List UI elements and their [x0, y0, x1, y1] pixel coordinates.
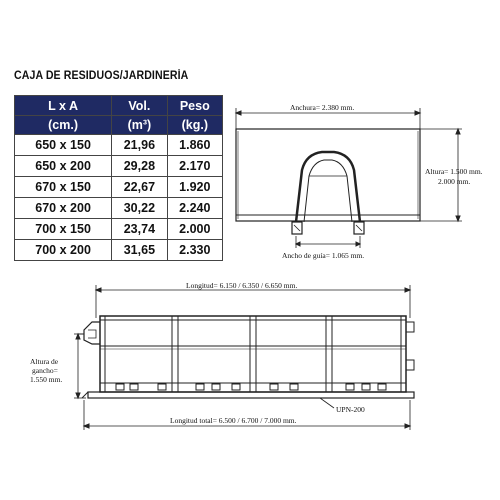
weight-cell: 1.860: [167, 135, 222, 156]
header-dimensions-unit: (cm.): [15, 116, 112, 135]
volume-cell: 30,22: [112, 198, 167, 219]
front-width-label: Anchura= 2.380 mm.: [290, 103, 355, 112]
front-height-label-2: 2.000 mm.: [438, 177, 471, 186]
side-length-label: Longitud= 6.150 / 6.350 / 6.650 mm.: [186, 281, 298, 290]
hook-height-label-3: 1.550 mm.: [30, 375, 63, 384]
volume-cell: 23,74: [112, 219, 167, 240]
dimensions-cell: 700 x 200: [15, 240, 112, 261]
header-weight-unit: (kg.): [167, 116, 222, 135]
volume-cell: 22,67: [112, 177, 167, 198]
weight-cell: 2.330: [167, 240, 222, 261]
front-view-drawing: [236, 108, 462, 248]
weight-cell: 1.920: [167, 177, 222, 198]
dimensions-cell: 670 x 150: [15, 177, 112, 198]
total-length-label: Longitud total= 6.500 / 6.700 / 7.000 mm.: [170, 416, 297, 425]
dimensions-cell: 650 x 150: [15, 135, 112, 156]
header-dimensions: L x A: [15, 96, 112, 116]
volume-cell: 29,28: [112, 156, 167, 177]
dimensions-cell: 670 x 200: [15, 198, 112, 219]
front-height-label-1: Altura= 1.500 mm.: [425, 167, 483, 176]
upn-beam-label: UPN-200: [336, 405, 365, 414]
weight-cell: 2.240: [167, 198, 222, 219]
page-title: CAJA DE RESIDUOS/JARDINERÍA: [14, 70, 189, 82]
volume-cell: 21,96: [112, 135, 167, 156]
hook-height-label-1: Altura de: [30, 357, 59, 366]
volume-cell: 31,65: [112, 240, 167, 261]
weight-cell: 2.000: [167, 219, 222, 240]
header-volume: Vol.: [112, 96, 167, 116]
weight-cell: 2.170: [167, 156, 222, 177]
dimensions-cell: 700 x 150: [15, 219, 112, 240]
front-guide-label: Ancho de guía= 1.065 mm.: [282, 251, 365, 260]
header-volume-unit: (m³): [112, 116, 167, 135]
hook-height-label-2: gancho=: [32, 366, 58, 375]
dimensions-cell: 650 x 200: [15, 156, 112, 177]
header-weight: Peso: [167, 96, 222, 116]
